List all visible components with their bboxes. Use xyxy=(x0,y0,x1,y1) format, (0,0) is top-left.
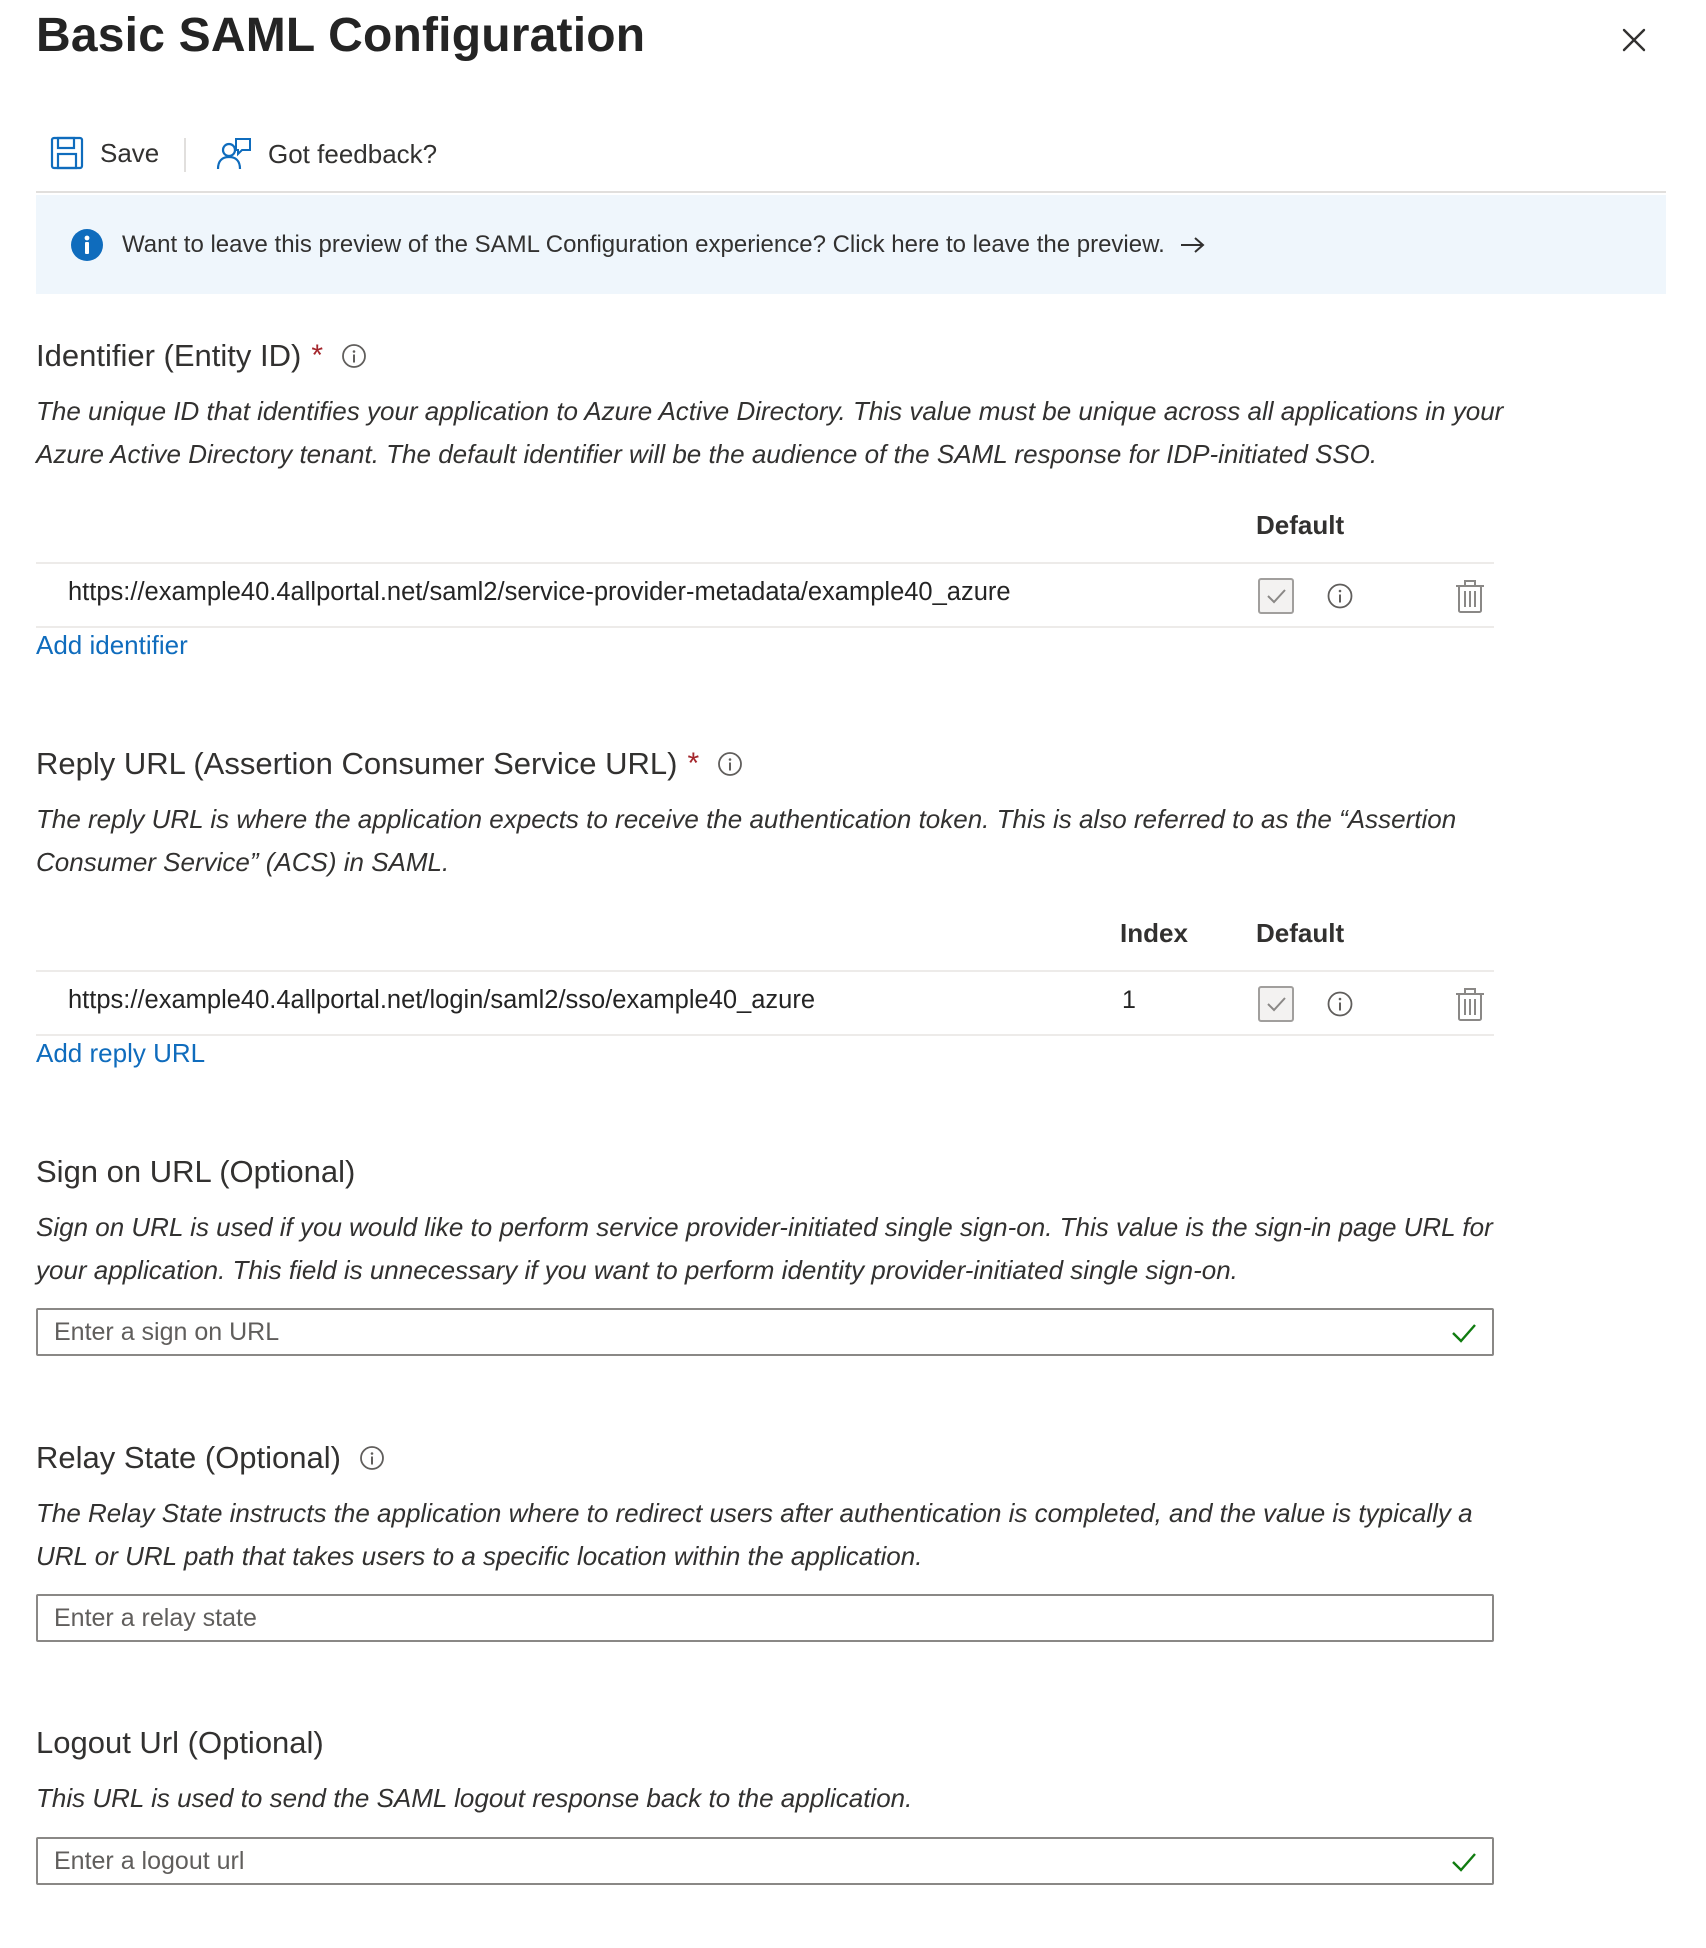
add-reply-url-link[interactable]: Add reply URL xyxy=(36,1038,206,1068)
feedback-label: Got feedback? xyxy=(268,138,438,169)
reply-url-description: The reply URL is where the application expects to receive the authentication token. This is also referred to as the “Assertion Consumer Service” (ACS) in SAML. xyxy=(36,804,1457,877)
close-icon[interactable] xyxy=(1614,20,1654,60)
relay-state-input[interactable] xyxy=(38,1596,1492,1640)
reply-url-title-text: Reply URL (Assertion Consumer Service URL) xyxy=(36,746,678,781)
column-header-default: Default xyxy=(1256,510,1345,540)
delete-icon[interactable] xyxy=(1454,578,1486,614)
relay-state-title-text: Relay State (Optional) xyxy=(36,1440,341,1475)
info-icon[interactable] xyxy=(359,1445,385,1471)
reply-url-row xyxy=(36,970,1494,1036)
save-label: Save xyxy=(100,137,160,168)
banner-text: Want to leave this preview of the SAML Configuration experience? Click here to leave the preview. xyxy=(122,230,1165,258)
valid-check-icon xyxy=(1450,1849,1478,1875)
column-header-index: Index xyxy=(1120,918,1188,948)
sign-on-url-input[interactable] xyxy=(38,1310,1492,1354)
command-bar xyxy=(36,120,1666,193)
relay-state-title xyxy=(36,1440,385,1476)
save-icon xyxy=(50,136,84,170)
feedback-button[interactable] xyxy=(216,136,437,172)
info-filled-icon xyxy=(70,228,104,262)
feedback-icon xyxy=(216,136,252,172)
column-header-default: Default xyxy=(1256,918,1345,948)
required-mark: * xyxy=(311,339,323,372)
sign-on-description: Sign on URL is used if you would like to perform service provider-initiated single sign-on. This value is the sign-in page URL for your application. This field is unnecessary if you want to perform identity provider-initiated single sign-on. xyxy=(36,1212,1493,1285)
add-identifier-link[interactable]: Add identifier xyxy=(36,630,188,660)
panel-title: Basic SAML Configuration xyxy=(36,9,646,62)
info-icon[interactable] xyxy=(1326,990,1354,1018)
delete-icon[interactable] xyxy=(1454,986,1486,1022)
logout-description: This URL is used to send the SAML logout response back to the application. xyxy=(36,1783,913,1813)
identifier-description: The unique ID that identifies your application to Azure Active Directory. This value must be unique across all applications in your Azure Active Directory tenant. The default identifier will be the audience of the SAML response for IDP-initiated SSO. xyxy=(36,396,1504,469)
checkmark-icon xyxy=(1260,988,1292,1020)
sign-on-title xyxy=(36,1154,355,1190)
valid-check-icon xyxy=(1450,1320,1478,1346)
identifier-row xyxy=(36,562,1494,628)
checkmark-icon xyxy=(1260,580,1292,612)
logout-title xyxy=(36,1725,324,1761)
toolbar-divider xyxy=(184,138,186,172)
reply-url-title xyxy=(36,746,743,782)
identifier-url[interactable]: https://example40.4allportal.net/saml2/service-provider-metadata/example40_azure xyxy=(68,578,1011,606)
reply-url[interactable]: https://example40.4allportal.net/login/saml2/sso/example40_azure xyxy=(68,986,816,1014)
arrow-right-icon xyxy=(1179,235,1207,255)
sign-on-url-field xyxy=(36,1308,1494,1356)
reply-url-index[interactable]: 1 xyxy=(1122,986,1136,1014)
info-icon[interactable] xyxy=(341,343,367,369)
info-icon[interactable] xyxy=(1326,582,1354,610)
sign-on-title-text: Sign on URL (Optional) xyxy=(36,1154,356,1189)
identifier-title xyxy=(36,338,367,374)
save-button[interactable] xyxy=(50,136,159,170)
logout-url-input[interactable] xyxy=(38,1839,1492,1883)
relay-state-field xyxy=(36,1594,1494,1642)
identifier-title-text: Identifier (Entity ID) xyxy=(36,338,302,373)
required-mark: * xyxy=(687,747,700,780)
default-checkbox[interactable] xyxy=(1258,986,1294,1022)
logout-url-field xyxy=(36,1837,1494,1885)
relay-state-description: The Relay State instructs the application where to redirect users after authentication is completed, and the value is typically a URL or URL path that takes users to a specific location within the application. xyxy=(36,1498,1473,1571)
preview-banner[interactable] xyxy=(36,195,1666,294)
info-icon[interactable] xyxy=(717,751,743,777)
logout-title-text: Logout Url (Optional) xyxy=(36,1725,324,1760)
default-checkbox[interactable] xyxy=(1258,578,1294,614)
